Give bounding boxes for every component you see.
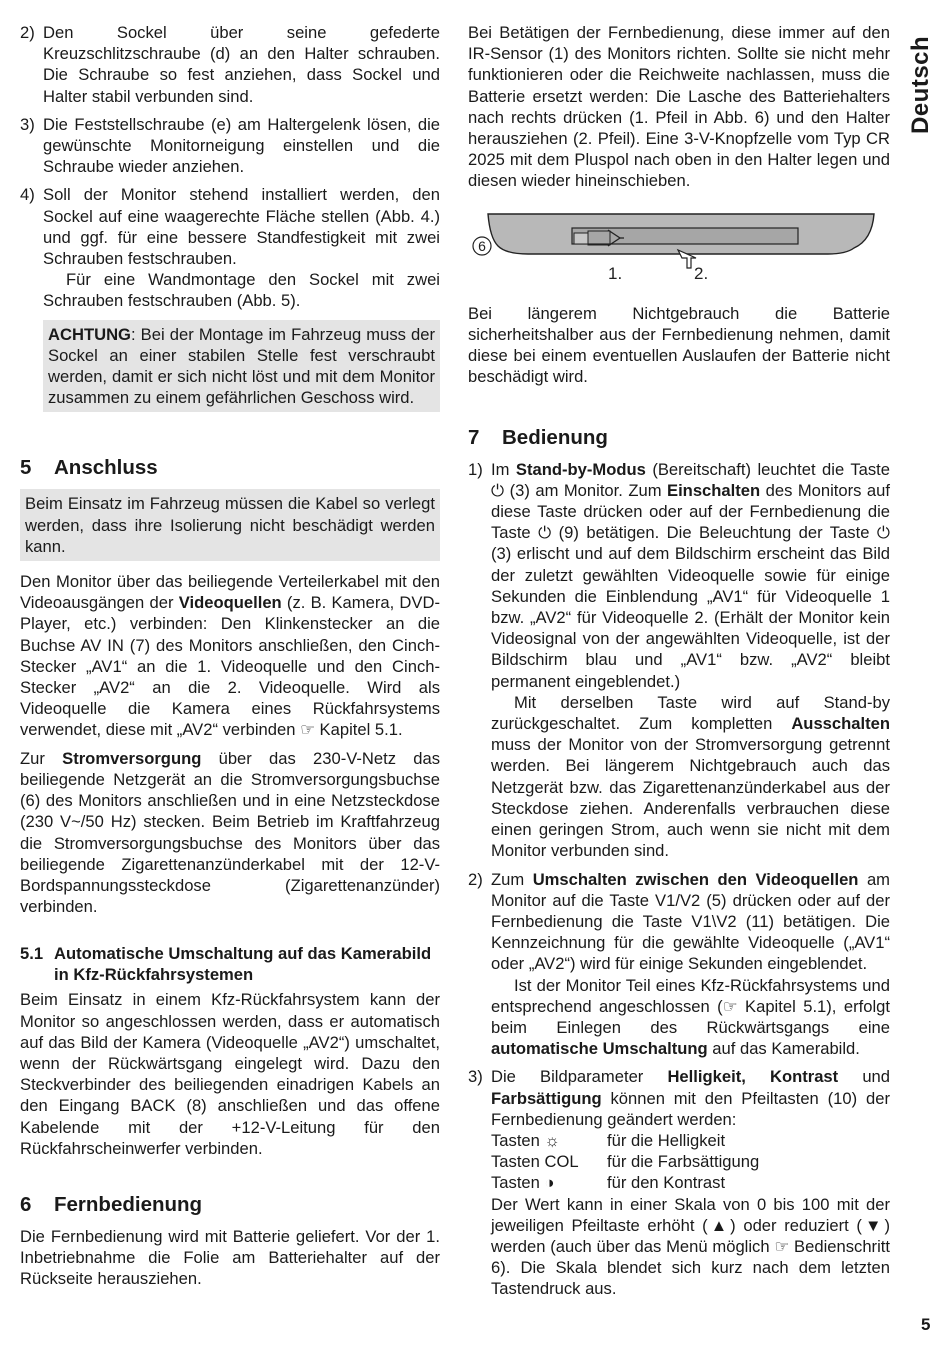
key-table	[491, 1130, 890, 1194]
bold-run: Stromversorgung	[62, 748, 202, 768]
text-run: Im	[491, 459, 516, 479]
section-title: Fernbedienung	[54, 1192, 203, 1216]
bold-run: Videoquellen	[178, 593, 282, 613]
bold-run: automatische Umschaltung	[491, 1039, 708, 1059]
language-label: Deutsch	[907, 35, 934, 134]
subsection-heading-5-1	[20, 943, 440, 985]
text-run: am Monitor auf die Taste V1/V2 (5) drücken oder auf der Fernbedienung die Taste V1\V2 (11) betätigen. Die Kennzeichnung für die gewählte Videoquelle („AV1“ oder „AV2“) wird für einige Sekunden eingeblendet.	[491, 869, 890, 974]
text-run: Ist der Monitor Teil eines Kfz-Rückfahrsystems und entsprechend angeschlossen (☞ Kapitel 5.1), erfolgt beim Einlegen des Rückwärtsgangs eine	[491, 975, 890, 1037]
text-run: und	[838, 1067, 890, 1087]
list-item	[20, 184, 440, 311]
list-number: 2)	[468, 869, 483, 889]
list-number: 1)	[468, 459, 483, 479]
bold-run: Stand-by-Modus	[515, 459, 646, 479]
text-run: über das 230-V-Netz das beiliegende Netzgerät an die Stromversorgungsbuchse (6) des Monitors anschließen und in eine Netzsteckdose (230 V~/50 Hz) stecken. Beim Betrieb im Kraftfahrzeug die Stromversorgungsbuchse des Monitors über das beiliegende Zigarettenanzünderkabel mit der 12-V-Bordspannungssteckdose (Zigarettenanzünder) verbinden.	[20, 748, 440, 917]
text-run: (z. B. Kamera, DVD-Player, etc.) verbinden: Den Klinkenstecker an die Buchse AV IN (7) des Monitors anschließen, den Cinch-Stecker „AV1“ an die 1. Videoquelle und den Cinch-Stecker „AV2“ an die 2. Videoquelle. Wird als Videoquelle die Kamera eines Rückfahrsystems verwendet, diese mit „AV2“ verbinden ☞ Kapitel 5.1.	[20, 593, 440, 740]
figure-number: 6	[478, 237, 486, 254]
list-text-continued: Für eine Wandmontage den Sockel mit zwei Schrauben festschrauben (Abb. 5).	[43, 270, 440, 311]
list-number: 3)	[468, 1067, 483, 1087]
warning-label: ACHTUNG	[48, 324, 131, 344]
list-item	[468, 459, 890, 862]
paragraph-stromversorgung	[20, 748, 440, 918]
list-number: 4)	[20, 185, 35, 205]
text-run: Mit derselben Taste wird auf Stand-by zurückgeschaltet. Zum kompletten	[491, 692, 890, 734]
list-item	[20, 114, 440, 178]
key-description: für die Helligkeit	[607, 1130, 726, 1150]
text-run: Die Bildparameter	[491, 1067, 668, 1087]
list-item	[20, 22, 440, 107]
arrow-label-2: 2.	[694, 263, 709, 283]
section-number: 7	[468, 425, 480, 449]
list-item	[468, 869, 890, 1060]
paragraph-rueckfahrsystem: Beim Einsatz in einem Kfz-Rückfahrsystem kann der Monitor so angeschlossen werden, dass er automatisch auf das Bild der Kamera (Videoquelle „AV2“) umschaltet, wenn der Rückwärtsgang eingelegt wird. Dazu den Steckverbinder des beiliegenden einadrigen Kabels an den Eingang BACK (8) anschließen und das offene Kabelende mit der +12-V-Leitung für den Rückfahrscheinwerfer verbinden.	[20, 990, 440, 1158]
text-run: muss der Monitor von der Stromversorgung getrennt werden. Bei längerem Nichtgebrauch auch das Netzgerät bzw. das Zigarettenanzünderkabel aus der Steckdose ziehen. Anderenfalls verbrauchen diese einen geringen Strom, auch wenn sie nicht mit dem Monitor verbunden sind.	[491, 735, 890, 861]
section-heading-anschluss	[20, 456, 440, 480]
list-text	[491, 1066, 890, 1130]
section-title: Bedienung	[502, 425, 608, 449]
paragraph-videoquellen	[20, 571, 440, 741]
section-number: 5	[20, 456, 32, 480]
warning-text: : Bei der Montage im Fahrzeug muss der Sockel an einer stabilen Stelle fest verschraubt werden, damit er sich nicht löst und mit dem Monitor zusammen zu einem gefährlichen Geschoss wird.	[48, 324, 435, 408]
list-text-continued	[491, 692, 890, 862]
text-run: Den Monitor über das beiliegende Verteilerkabel mit den Videoausgängen der	[20, 572, 440, 613]
bold-run: Helligkeit, Kontrast	[667, 1067, 839, 1087]
list-text-continued: Der Wert kann in einer Skala von 0 bis 100 mit der jeweiligen Pfeiltaste erhöht (▲) oder reduziert (▼) werden (auch über das Menü möglich ☞ Bedienschritt 6). Die Skala blendet sich kurz nach dem letzten Tastendruck aus.	[491, 1194, 890, 1299]
list-number: 2)	[20, 23, 35, 42]
left-column	[20, 22, 440, 1297]
bold-run: Ausschalten	[791, 714, 890, 734]
text-run: des Monitors auf diese Taste drücken oder auf der Fernbedienung die Taste ⏻ (9) betätigen. Die Beleuchtung der Taste ⏻ (3) erlischt und auf dem Bildschirm erscheint das Bild der zuletzt gewählten Videoquelle sowie für einige Sekunden die Einblendung „AV1“ für Videoquelle 1 bzw. „AV2“ für Videoquelle 2. (Erhält der Monitor kein Videosignal von der angewählten Videoquelle, ist der Bildschirm blau und „AV1“ bzw. „AV2“ bleibt permanent eingeblendet.)	[491, 480, 890, 691]
list-number: 3)	[20, 114, 35, 134]
key-description: für die Farbsättigung	[607, 1152, 760, 1172]
section-heading-fernbedienung	[20, 1193, 440, 1217]
text-run: Zur	[20, 748, 63, 768]
cable-notice	[20, 489, 440, 561]
list-text: Die Feststellschraube (e) am Haltergelenk lösen, die gewünschte Monitorneigung einstellen und die Schraube wieder anziehen.	[43, 114, 440, 177]
text-run: (Bereitschaft) leuchtet die Taste ⏻ (3) am Monitor. Zum	[491, 459, 890, 500]
notice-text: Beim Einsatz im Fahrzeug müssen die Kabel so verlegt werden, dass ihre Isolierung nicht beschädigt werden kann.	[25, 494, 435, 556]
battery-figure	[468, 206, 890, 291]
section-number: 6	[20, 1192, 32, 1216]
bold-run: Farbsättigung	[491, 1088, 602, 1108]
page-number: 5	[921, 1315, 931, 1334]
section-number: 5.1	[20, 944, 44, 964]
bold-run: Einschalten	[667, 480, 761, 500]
section-heading-bedienung	[468, 426, 890, 450]
right-column	[468, 22, 890, 1307]
list-text: Den Sockel über seine gefederte Kreuzschlitzschraube (d) an den Halter schrauben. Die Schraube so fest anziehen, dass Sockel und Halter stabil verbunden sind.	[43, 23, 440, 106]
text-run: können mit den Pfeiltasten (10) der Fernbedienung geändert werden:	[491, 1088, 890, 1129]
list-text-continued	[491, 975, 890, 1060]
paragraph-batterie-entnehmen: Bei längerem Nichtgebrauch die Batterie sicherheitshalber aus der Fernbedienung nehmen, damit diese bei einem eventuellen Auslaufen der Batterie nicht beschädigt wird.	[468, 303, 890, 387]
bold-run: Umschalten zwischen den Videoquellen	[532, 869, 859, 889]
paragraph-batterie-wechsel: Bei Betätigen der Fernbedienung, diese immer auf den IR-Sensor (1) des Monitors richten. Sollte sie nicht mehr funktionieren oder die Reichweite nachlassen, muss die Batterie ersetzt werden: Die Lasche des Batteriehalters nach rechts drücken (1. Pfeil in Abb. 6) und den Halter herausziehen (2. Pfeil). Eine 3-V-Knopfzelle vom Typ CR 2025 mit dem Pluspol nach oben in den Halter legen und diesen wieder hineinschieben.	[468, 23, 890, 191]
language-tab	[906, 22, 942, 142]
list-text	[491, 869, 890, 975]
list-text: Soll der Monitor stehend installiert werden, den Sockel auf eine waagerechte Fläche stellen (Abb. 4.) und ggf. für eine bessere Standfestigkeit mit zwei Schrauben festschrauben.	[43, 185, 440, 269]
battery-holder-illustration	[468, 206, 890, 286]
section-title: Anschluss	[54, 456, 158, 480]
arrow-label-1: 1.	[608, 263, 623, 283]
warning-notice	[43, 320, 440, 413]
list-item	[468, 1066, 890, 1299]
text-run: auf das Kamerabild.	[707, 1039, 860, 1059]
key-description: für den Kontrast	[607, 1173, 726, 1193]
key-name: Tasten ◑	[491, 1173, 555, 1193]
key-name: Tasten ☼	[491, 1130, 560, 1150]
list-text	[491, 459, 890, 692]
text-run: Zum	[491, 869, 533, 889]
section-title: Automatische Umschaltung auf das Kamerabild in Kfz-Rückfahrsystemen	[54, 944, 432, 985]
key-name: Tasten COL	[491, 1152, 579, 1172]
paragraph-fernbedienung: Die Fernbedienung wird mit Batterie geliefert. Vor der 1. Inbetriebnahme die Folie am Batteriehalter auf der Rückseite herausziehen.	[20, 1226, 440, 1289]
